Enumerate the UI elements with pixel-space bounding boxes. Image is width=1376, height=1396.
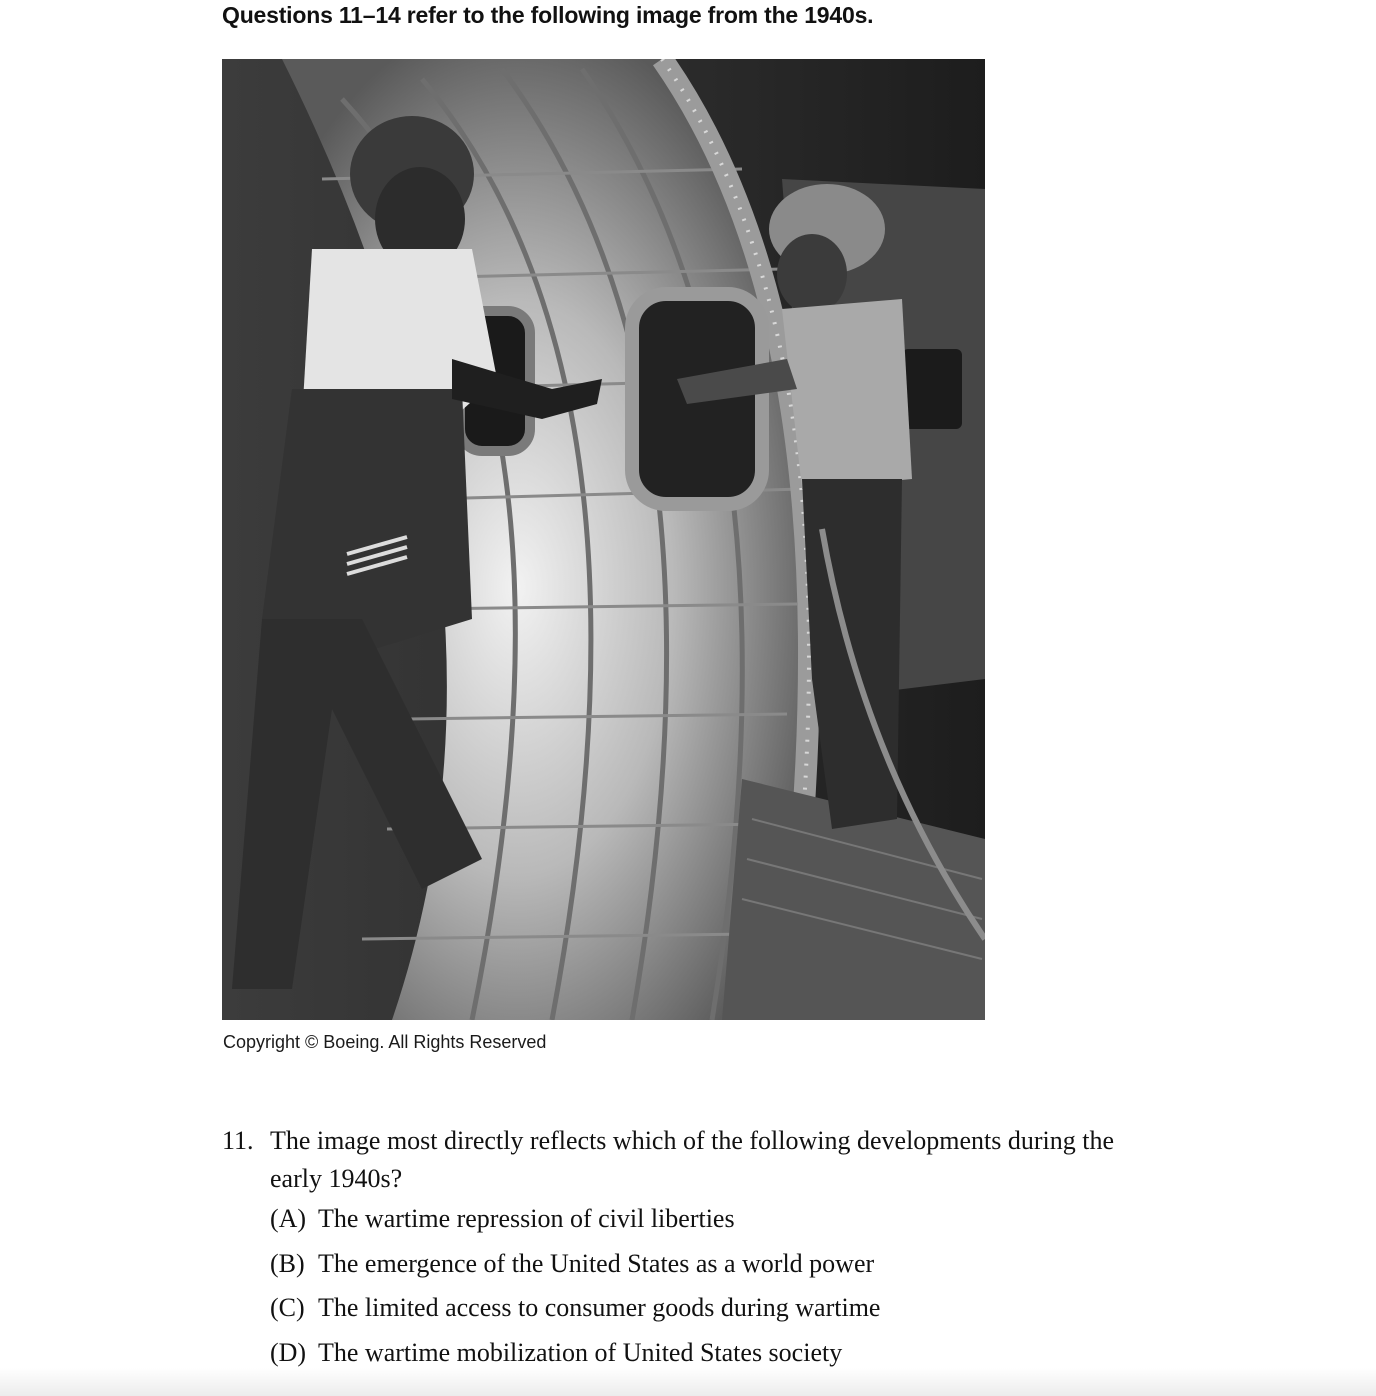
option-b[interactable]: [270, 1249, 1122, 1294]
option-text: The wartime mobilization of United States society: [318, 1337, 843, 1367]
photo-caption: Copyright © Boeing. All Rights Reserved: [223, 1032, 547, 1052]
option-letter: (C): [270, 1293, 305, 1322]
option-c[interactable]: [270, 1293, 1122, 1338]
option-text: The limited access to consumer goods during wartime: [318, 1293, 881, 1322]
page-bottom-shadow: [0, 1368, 1376, 1396]
option-letter: (B): [270, 1248, 305, 1278]
question-11: [222, 1122, 1122, 1382]
wartime-factory-photo: [222, 59, 985, 1020]
answer-options: [270, 1204, 1122, 1382]
option-letter: (D): [270, 1337, 307, 1367]
option-a[interactable]: [270, 1204, 1122, 1249]
option-text: The wartime repression of civil liberties: [318, 1204, 735, 1233]
question-stem: [222, 1122, 1122, 1198]
option-letter: (A): [270, 1204, 307, 1233]
question-number: 11.: [222, 1126, 254, 1155]
option-text: The emergence of the United States as a world power: [318, 1248, 875, 1278]
questions-header: Questions 11–14 refer to the following image from the 1940s.: [222, 2, 874, 28]
question-text: The image most directly reflects which of the following developments during the early 1940s?: [270, 1126, 1115, 1193]
